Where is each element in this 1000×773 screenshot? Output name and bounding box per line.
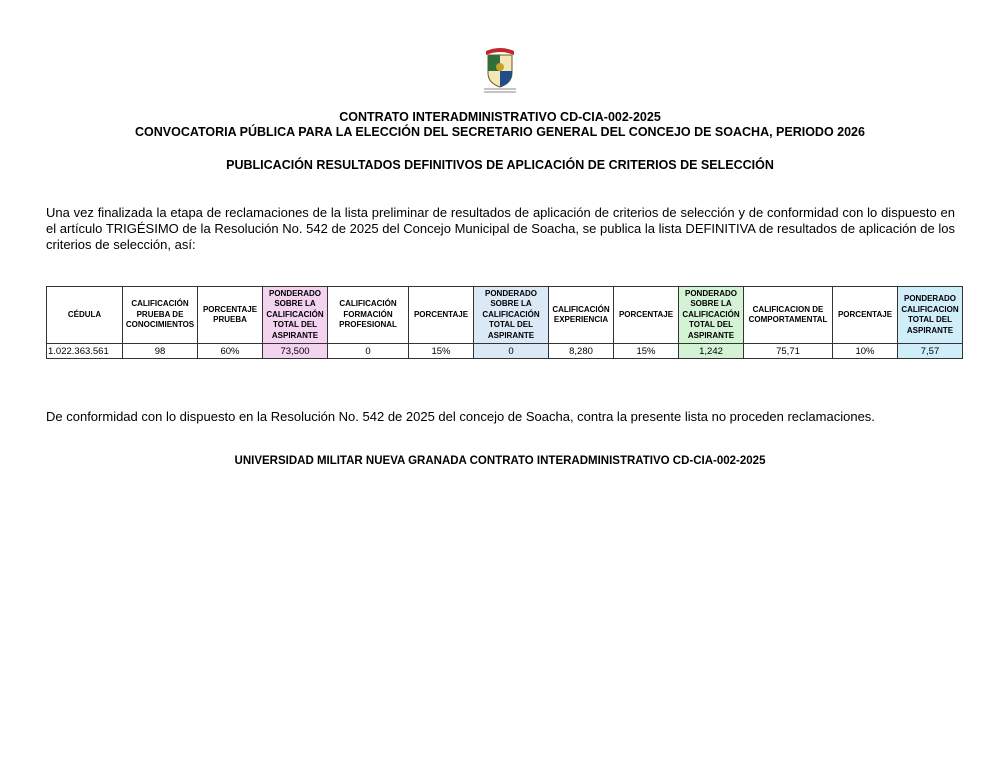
cell-ponderado-prueba: 73,500 <box>263 344 328 359</box>
cell-porcentaje-experiencia: 15% <box>614 344 679 359</box>
cell-cedula: 1.022.363.561 <box>47 344 123 359</box>
header-porcentaje-prueba: PORCENTAJE PRUEBA <box>198 287 263 344</box>
intro-paragraph: Una vez finalizada la etapa de reclamaciones de la lista preliminar de resultados de aplicación de criterios de selección y de conformidad con lo dispuesto en el artículo TRIGÉSIMO de la Resolución No. 542 de 2025 del Concejo Municipal de Soacha, se publica la lista DEFINITIVA de resultados de aplicación de los criterios de selección, así: <box>46 205 955 252</box>
footer-line: UNIVERSIDAD MILITAR NUEVA GRANADA CONTRATO INTERADMINISTRATIVO CD-CIA-002-2025 <box>234 455 766 467</box>
title-line-1: CONTRATO INTERADMINISTRATIVO CD-CIA-002-2025 <box>339 110 661 124</box>
table-row <box>47 344 963 359</box>
title-line-2: CONVOCATORIA PÚBLICA PARA LA ELECCIÓN DEL SECRETARIO GENERAL DEL CONCEJO DE SOACHA, PERIODO 2026 <box>135 125 865 139</box>
header-calificacion-experiencia: CALIFICACIÓN EXPERIENCIA <box>549 287 614 344</box>
table-header-row <box>47 287 963 344</box>
cell-porcentaje-comportamental: 10% <box>833 344 898 359</box>
header-calificacion-formacion: CALIFICACIÓN FORMACIÓN PROFESIONAL <box>328 287 409 344</box>
header-porcentaje-comportamental: PORCENTAJE <box>833 287 898 344</box>
cell-calificacion-formacion: 0 <box>328 344 409 359</box>
document-subtitle: PUBLICACIÓN RESULTADOS DEFINITIVOS DE APLICACIÓN DE CRITERIOS DE SELECCIÓN <box>226 158 774 172</box>
cell-calificacion-comportamental: 75,71 <box>744 344 833 359</box>
cell-calificacion-prueba: 98 <box>123 344 198 359</box>
header-ponderado-prueba: PONDERADO SOBRE LA CALIFICACIÓN TOTAL DEL ASPIRANTE <box>263 287 328 344</box>
results-table <box>46 286 963 359</box>
cell-porcentaje-formacion: 15% <box>409 344 474 359</box>
header-porcentaje-experiencia: PORCENTAJE <box>614 287 679 344</box>
closing-paragraph: De conformidad con lo dispuesto en la Resolución No. 542 de 2025 del concejo de Soacha, contra la presente lista no proceden reclamaciones. <box>46 409 875 424</box>
header-calificacion-comportamental: CALIFICACION DE COMPORTAMENTAL <box>744 287 833 344</box>
cell-ponderado-formacion: 0 <box>474 344 549 359</box>
header-ponderado-formacion: PONDERADO SOBRE LA CALIFICACIÓN TOTAL DEL ASPIRANTE <box>474 287 549 344</box>
header-ponderado-total: PONDERADO CALIFICACION TOTAL DEL ASPIRANTE <box>898 287 963 344</box>
cell-ponderado-experiencia: 1,242 <box>679 344 744 359</box>
cell-porcentaje-prueba: 60% <box>198 344 263 359</box>
header-porcentaje-formacion: PORCENTAJE <box>409 287 474 344</box>
document-title <box>0 110 1000 140</box>
header-ponderado-experiencia: PONDERADO SOBRE LA CALIFICACIÓN TOTAL DEL ASPIRANTE <box>679 287 744 344</box>
header-cedula: CÉDULA <box>47 287 123 344</box>
university-crest-icon <box>478 45 522 93</box>
cell-calificacion-experiencia: 8,280 <box>549 344 614 359</box>
header-calificacion-prueba: CALIFICACIÓN PRUEBA DE CONOCIMIENTOS <box>123 287 198 344</box>
cell-ponderado-total: 7,57 <box>898 344 963 359</box>
